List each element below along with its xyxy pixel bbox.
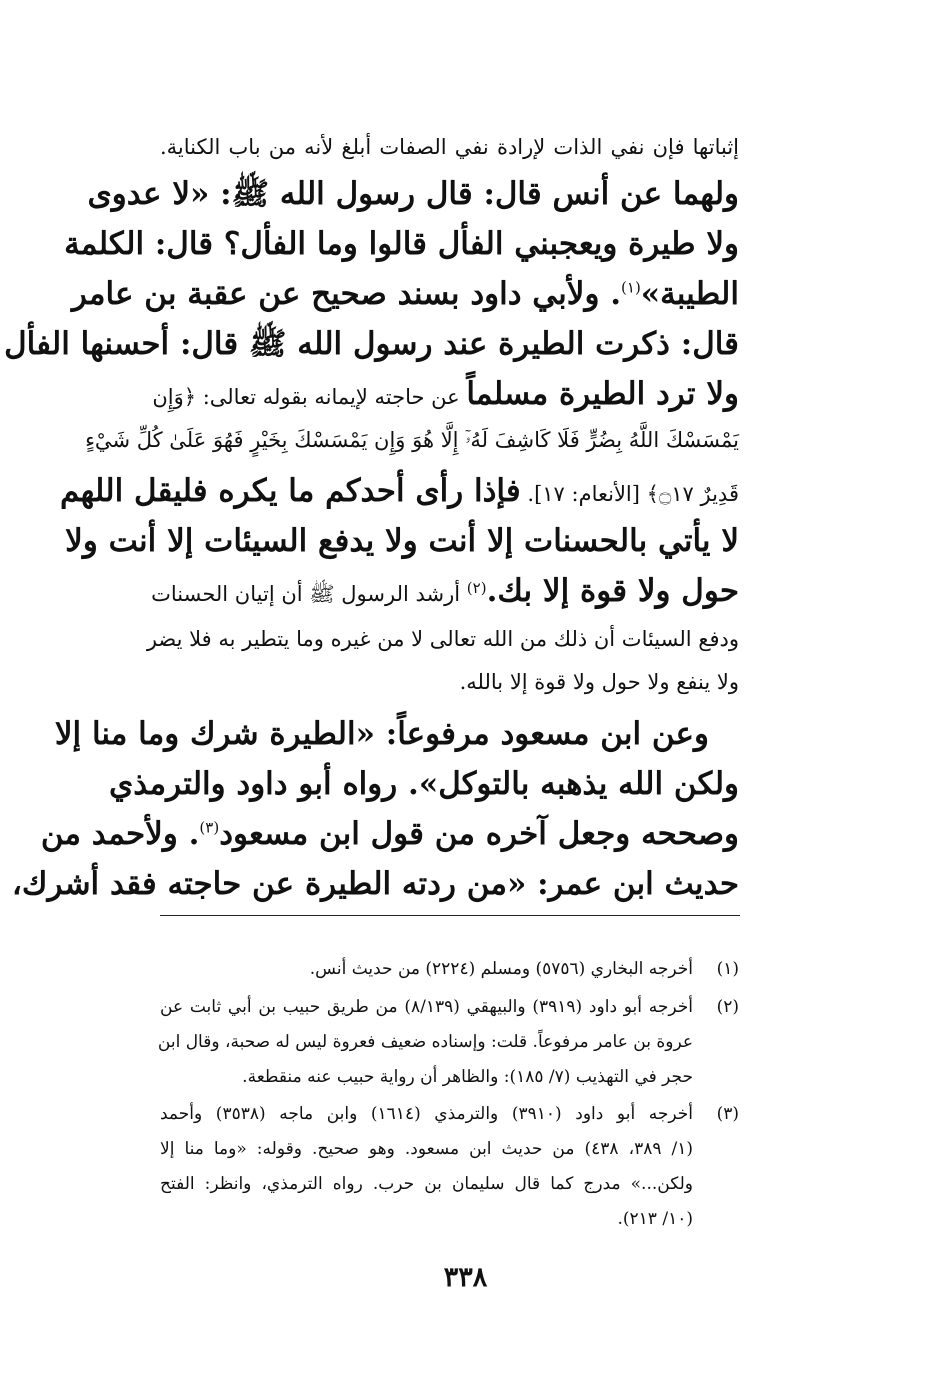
footnote-ref[interactable]: (٢) <box>466 579 487 597</box>
footnote-number: (٢) <box>716 997 739 1017</box>
body-line: ولا ينفع ولا حول ولا قوة إلا بالله. <box>459 670 739 694</box>
footnote-ref[interactable]: (٣) <box>199 818 220 837</box>
body-text: أرشد الرسول ﷺ أن إتيان الحسنات <box>151 582 461 606</box>
body-text: الطيبة» <box>640 276 739 312</box>
body-text-bold: فإذا رأى أحدكم ما يكره فليقل اللهم <box>60 473 521 509</box>
footnote-line: حجر في التهذيب (٧/ ١٨٥): والظاهر أن رواية حبيب عنه منقطعة. <box>242 1067 693 1087</box>
body-line: قال: ذكرت الطيرة عند رسول الله ﷺ قال: أحسنها الفأل <box>4 326 739 362</box>
body-line: ولهما عن أنس قال: قال رسول الله ﷺ: «لا عدوى <box>87 176 739 212</box>
body-text-bold: ولا ترد الطيرة مسلماً <box>466 376 739 412</box>
body-line: ودفع السيئات أن ذلك من الله تعالى لا من غيره وما يتطير به فلا يضر <box>146 627 739 651</box>
quran-verse-line: يَمْسَسْكَ اللَّهُ بِضُرٍّ فَلَا كَاشِفَ لَهُۥٓ إِلَّا هُوَ وَإِن يَمْسَسْكَ بِخَيْرٍ فَهُوَ عَلَىٰ كُلِّ شَيْءٍ <box>85 428 739 452</box>
footnote-ref[interactable]: (١) <box>621 278 641 297</box>
body-line <box>152 369 739 419</box>
footnote-line: (١٠/ ٢١٣). <box>617 1209 693 1229</box>
body-line: لا يأتي بالحسنات إلا أنت ولا يدفع السيئات إلا أنت ولا <box>65 523 739 559</box>
body-line <box>40 809 739 859</box>
body-line: إثباتها فإن نفي الذات لإرادة نفي الصفات أبلغ لأنه من باب الكناية. <box>160 135 739 159</box>
body-line <box>71 269 739 319</box>
footnote-number: (١) <box>716 959 739 979</box>
body-line: ولا طيرة ويعجبني الفأل قالوا وما الفأل؟ قال: الكلمة <box>64 226 739 262</box>
footnote-line: أخرجه البخاري (٥٧٥٦) ومسلم (٢٢٢٤) من حديث أنس. <box>309 959 693 979</box>
footnote-line: عروة بن عامر مرفوعاً. قلت: وإسناده ضعيف فعروة ليس له صحبة، وقال ابن <box>157 1032 693 1052</box>
page-number: ٣٣٨ <box>443 1262 488 1293</box>
footnote-line: ولكن...» مدرج كما قال سليمان بن حرب. رواه الترمذي، وانظر: الفتح <box>160 1174 693 1194</box>
quran-verse-end: قَدِيرٌ ۝١٧﴾ [الأنعام: ١٧]. <box>527 482 739 506</box>
footnote-divider <box>160 915 740 917</box>
body-text-bold: حول ولا قوة إلا بك. <box>486 573 739 609</box>
body-text: عن حاجته لإيمانه بقوله تعالى: ﴿وَإِن <box>152 385 460 409</box>
footnote-line: أخرجه أبو داود (٣٩١٠) والترمذي (١٦١٤) وابن ماجه (٣٥٣٨) وأحمد <box>160 1104 694 1124</box>
body-text: . ولأحمد من <box>40 816 200 852</box>
footnote-line: أخرجه أبو داود (٣٩١٩) والبيهقي (٨/١٣٩) من طريق حبيب بن أبي ثابت عن <box>160 997 693 1017</box>
body-line: ولكن الله يذهبه بالتوكل». رواه أبو داود والترمذي <box>108 766 739 802</box>
footnote-line: (١/ ٣٨٩، ٤٣٨) من حديث ابن مسعود. وهو صحيح. وقوله: «وما منا إلا <box>160 1139 693 1159</box>
body-line <box>151 566 739 616</box>
body-text: وصححه وجعل آخره من قول ابن مسعود <box>219 816 739 852</box>
body-line: وعن ابن مسعود مرفوعاً: «الطيرة شرك وما منا إلا <box>54 716 709 752</box>
body-line: حديث ابن عمر: «من ردته الطيرة عن حاجته فقد أشرك، <box>11 866 739 902</box>
body-text: . ولأبي داود بسند صحيح عن عقبة بن عامر <box>71 276 622 312</box>
body-line <box>60 466 739 516</box>
footnote-number: (٣) <box>716 1104 739 1124</box>
